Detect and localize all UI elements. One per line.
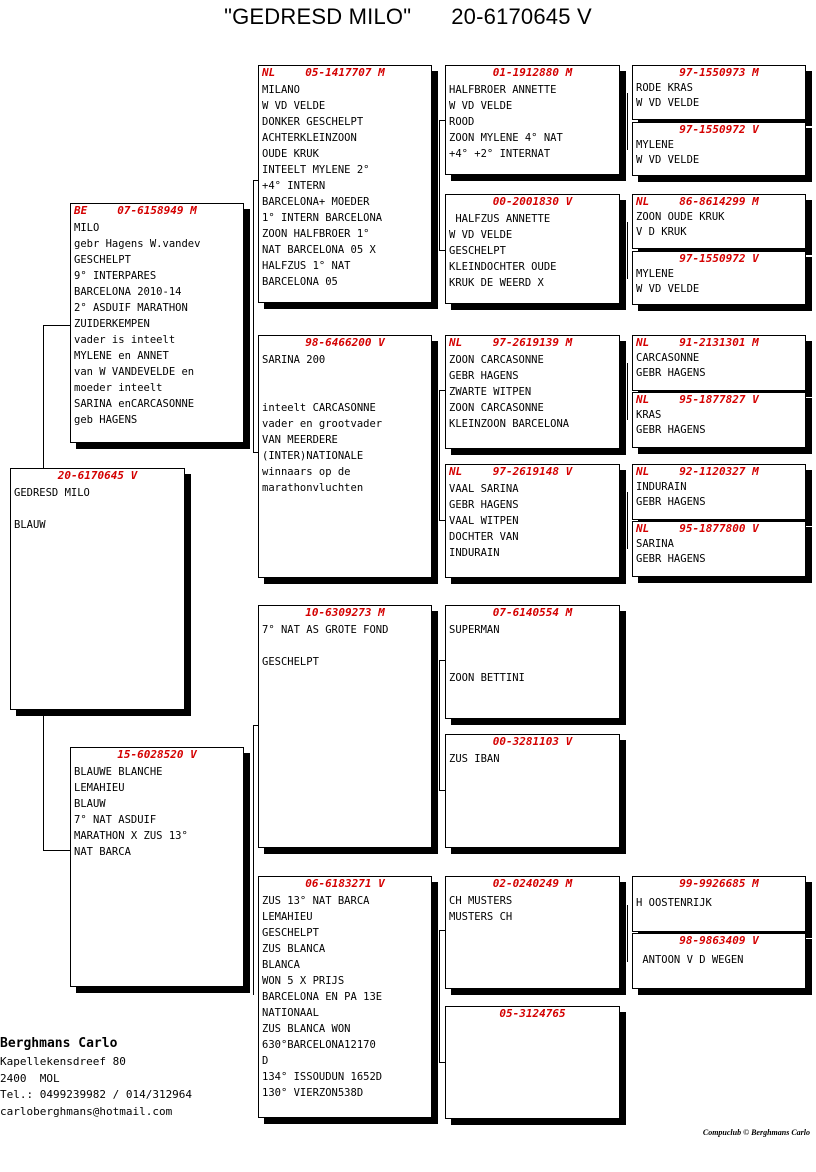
card-header [633, 522, 805, 536]
card-text: KRAS GEBR HAGENS [636, 409, 706, 436]
pedigree-card-subject [10, 468, 185, 710]
connector-line [627, 222, 628, 279]
ring-number: 99-9926685 M [679, 877, 759, 890]
title-name: "GEDRESD MILO" [224, 4, 412, 29]
card-header [71, 748, 243, 762]
country-code: NL [636, 465, 650, 478]
card-text: MYLENE W VD VELDE [636, 139, 700, 166]
card-text: HALFBROER ANNETTE W VD VELDE ROOD ZOON MYLENE 4° NAT +4° +2° INTERNAT [449, 84, 563, 160]
card-text: BLAUWE BLANCHE LEMAHIEU BLAUW 7° NAT ASDUIF MARATHON X ZUS 13° NAT BARCA [74, 766, 188, 858]
pedigree-card-fmmm [632, 521, 806, 577]
ring-number: 00-3281103 V [492, 735, 573, 748]
pedigree-card-mfm [445, 734, 620, 848]
card-header [633, 195, 805, 209]
ring-number: 00-2001830 V [492, 195, 573, 208]
pedigree-card-ff [258, 65, 432, 303]
connector-line [43, 325, 70, 326]
ring-number: 86-8614299 M [679, 195, 759, 208]
card-text: INDURAIN GEBR HAGENS [636, 481, 706, 508]
title-ring: 20-6170645 V [451, 4, 592, 29]
connector-line [627, 905, 628, 962]
card-header [633, 252, 805, 266]
country-code: BE [74, 204, 88, 217]
card-text: SARINA GEBR HAGENS [636, 538, 706, 565]
ring-number: 06-6183271 V [305, 877, 385, 890]
card-header [446, 66, 619, 80]
card-header [633, 393, 805, 407]
pedigree-card-father [70, 203, 244, 443]
card-text: ZOON OUDE KRUK V D KRUK [636, 211, 725, 238]
ring-number: 07-6140554 M [492, 606, 573, 619]
card-text: MILANO W VD VELDE DONKER GESCHELPT ACHTERKLEINZOON OUDE KRUK INTEELT MYLENE 2° +4° INTERN BARCELONA+ MOEDER 1° INTERN BARCELONA ZOON HALFBROER 1° NAT BARCELONA 05 X HALFZUS 1° NAT BARCELONA 05 [262, 84, 383, 288]
ring-number: 05-3124765 [499, 1007, 566, 1020]
ring-number: 15-6028520 V [117, 748, 197, 761]
connector-line [43, 850, 70, 851]
connector-line [43, 712, 44, 850]
pedigree-card-mf [258, 605, 432, 848]
pedigree-card-ffmf [632, 194, 806, 249]
card-header [633, 934, 805, 948]
card-text: 7° NAT AS GROTE FOND GESCHELPT [262, 624, 389, 668]
ring-number: 97-2619139 M [492, 336, 573, 349]
card-text: SARINA 200 inteelt CARCASONNE vader en grootvader VAN MEERDERE (INTER)NATIONALE winnaars op de marathonvluchten [262, 354, 383, 494]
country-code: NL [449, 465, 463, 478]
connector-line [253, 725, 254, 995]
card-header [259, 606, 431, 620]
card-text: MYLENE W VD VELDE [636, 268, 700, 295]
ring-number: 97-1550972 V [679, 252, 759, 265]
connector-line [627, 492, 628, 549]
country-code: NL [636, 393, 650, 406]
ring-number: 91-2131301 M [679, 336, 759, 349]
ring-number: 05-1417707 M [305, 66, 385, 79]
pedigree-card-mmff [632, 876, 806, 932]
pedigree-card-mff [445, 605, 620, 719]
pedigree-card-mother [70, 747, 244, 987]
ring-number: 20-6170645 V [57, 469, 138, 482]
card-text: RODE KRAS W VD VELDE [636, 82, 700, 109]
owner-street: Kapellekensdreef 80 [0, 1055, 126, 1068]
card-header [259, 336, 431, 350]
card-text: ZUS IBAN [449, 753, 500, 765]
ring-number: 92-1120327 M [679, 465, 759, 478]
pedigree-card-mmfm [632, 933, 806, 989]
card-text: GEDRESD MILO BLAUW [14, 487, 90, 531]
pedigree-card-fm [258, 335, 432, 578]
owner-tel: Tel.: 0499239982 / 014/312964 [0, 1088, 193, 1101]
owner-name: Berghmans Carlo [0, 1036, 118, 1051]
card-header [633, 877, 805, 891]
pedigree-card-mmm [445, 1006, 620, 1119]
connector-line [439, 390, 440, 520]
owner-city: 2400 MOL [0, 1071, 60, 1085]
card-text [446, 1021, 619, 1023]
card-header [71, 204, 243, 218]
card-text: MILO gebr Hagens W.vandev GESCHELPT 9° INTERPARES BARCELONA 2010-14 2° ASDUIF MARATHON ZUIDERKEMPEN vader is inteelt MYLENE en ANNET van W VANDEVELDE en moeder inteelt SARINA enCARCASONNE geb HAGENS [74, 222, 201, 426]
pedigree-card-fmm [445, 464, 620, 578]
ring-number: 97-1550973 M [679, 66, 759, 79]
page-title [0, 4, 816, 30]
ring-number: 95-1877827 V [679, 393, 759, 406]
card-header [633, 66, 805, 80]
ring-number: 02-0240249 M [492, 877, 573, 890]
card-header [446, 336, 619, 350]
card-text: VAAL SARINA GEBR HAGENS VAAL WITPEN DOCHTER VAN INDURAIN [449, 483, 519, 559]
pedigree-card-fff [445, 65, 620, 175]
pedigree-card-ffm [445, 194, 620, 304]
card-text: CARCASONNE GEBR HAGENS [636, 352, 706, 379]
ring-number: 97-2619148 V [492, 465, 573, 478]
card-text: ZUS 13° NAT BARCA LEMAHIEU GESCHELPT ZUS BLANCA BLANCA WON 5 X PRIJS BARCELONA EN PA 13E NATIONAAL ZUS BLANCA WON 630°BARCELONA12170 D 134° ISSOUDUN 1652D 130° VIERZON538D [262, 895, 383, 1099]
card-header [446, 606, 619, 620]
pedigree-card-mmf [445, 876, 620, 989]
ring-number: 01-1912880 M [492, 66, 573, 79]
pedigree-card-fmf [445, 335, 620, 449]
ring-number: 10-6309273 M [305, 606, 385, 619]
card-header [446, 1007, 619, 1021]
footer-credit: Compuclub © Berghmans Carlo [702, 1128, 810, 1137]
card-text: ANTOON V D WEGEN [636, 954, 744, 966]
ring-number: 07-6158949 M [117, 204, 197, 217]
country-code: NL [636, 336, 650, 349]
pedigree-card-fmfm [632, 392, 806, 448]
connector-line [43, 325, 44, 468]
ring-number: 98-6466200 V [305, 336, 385, 349]
card-header [633, 123, 805, 137]
pedigree-card-fmmf [632, 464, 806, 520]
card-header [633, 336, 805, 350]
pedigree-card-fmff [632, 335, 806, 391]
ring-number: 97-1550972 V [679, 123, 759, 136]
connector-line [253, 180, 254, 452]
card-text: CH MUSTERS MUSTERS CH [449, 895, 513, 923]
ring-number: 95-1877800 V [679, 522, 759, 535]
connector-line [627, 93, 628, 150]
card-text: HALFZUS ANNETTE W VD VELDE GESCHELPT KLEINDOCHTER OUDE KRUK DE WEERD X [449, 213, 557, 289]
owner-block [0, 1034, 192, 1120]
card-header [259, 877, 431, 891]
card-text: H OOSTENRIJK [636, 897, 712, 909]
connector-line [439, 660, 440, 790]
pedigree-card-mm [258, 876, 432, 1118]
ring-number: 98-9863409 V [679, 934, 759, 947]
country-code: NL [636, 195, 650, 208]
pedigree-card-ffff [632, 65, 806, 120]
connector-line [439, 930, 440, 1062]
connector-line [627, 363, 628, 420]
card-header [446, 195, 619, 209]
card-header [446, 877, 619, 891]
country-code: NL [449, 336, 463, 349]
card-header [446, 465, 619, 479]
pedigree-card-ffmm [632, 251, 806, 305]
card-header [259, 66, 431, 80]
card-text: SUPERMAN ZOON BETTINI [449, 624, 525, 684]
owner-email: carloberghmans@hotmail.com [0, 1104, 173, 1118]
card-header [446, 735, 619, 749]
pedigree-card-fffm [632, 122, 806, 176]
card-header [11, 469, 184, 483]
country-code: NL [636, 522, 650, 535]
card-text: ZOON CARCASONNE GEBR HAGENS ZWARTE WITPEN ZOON CARCASONNE KLEINZOON BARCELONA [449, 354, 570, 430]
connector-line [439, 120, 440, 250]
card-header [633, 465, 805, 479]
country-code: NL [262, 66, 276, 79]
